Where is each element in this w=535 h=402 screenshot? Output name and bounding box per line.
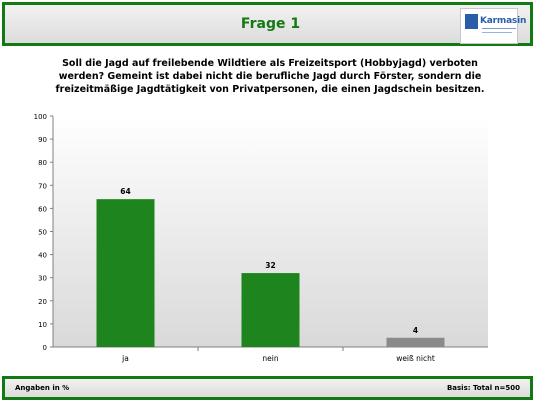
slide-title: Frage 1 — [240, 16, 301, 32]
category-label: nein — [262, 354, 279, 363]
question-text: Soll die Jagd auf freilebende Wildtiere als Freizeitsport (Hobbyjagd) verboten werden? Gemeint ist dabei nicht die berufliche Jagd durch Förster, sondern die freizeitmäßige Jagdtätigkeit von Privatpersonen, die einen Jagdschein besitzen. — [55, 58, 485, 95]
y-tick-label: 100 — [33, 113, 47, 121]
footer-base-note: Basis: Total n=500 — [446, 384, 520, 392]
y-tick-label: 20 — [38, 297, 47, 306]
y-tick-label: 70 — [38, 182, 47, 191]
bar-ja — [97, 199, 155, 347]
y-tick-label: 30 — [38, 274, 47, 283]
logo-wordmark: Karmasin — [480, 16, 527, 26]
footer-unit-note: Angaben in % — [15, 384, 70, 392]
bar-weiß-nicht — [387, 338, 445, 347]
category-label: weiß nicht — [396, 354, 435, 363]
y-tick-label: 90 — [38, 136, 47, 145]
y-tick-label: 60 — [38, 205, 47, 214]
y-tick-label: 0 — [42, 344, 47, 352]
y-tick-label: 50 — [38, 228, 47, 237]
bar-nein — [242, 273, 300, 347]
y-tick-label: 40 — [38, 251, 47, 260]
category-label: ja — [122, 354, 129, 363]
y-tick-label: 80 — [38, 159, 47, 168]
data-label: 64 — [120, 187, 131, 197]
data-label: 4 — [412, 325, 419, 335]
data-label: 32 — [265, 261, 276, 271]
footer-bar — [2, 376, 533, 400]
y-tick-label: 10 — [38, 320, 47, 329]
